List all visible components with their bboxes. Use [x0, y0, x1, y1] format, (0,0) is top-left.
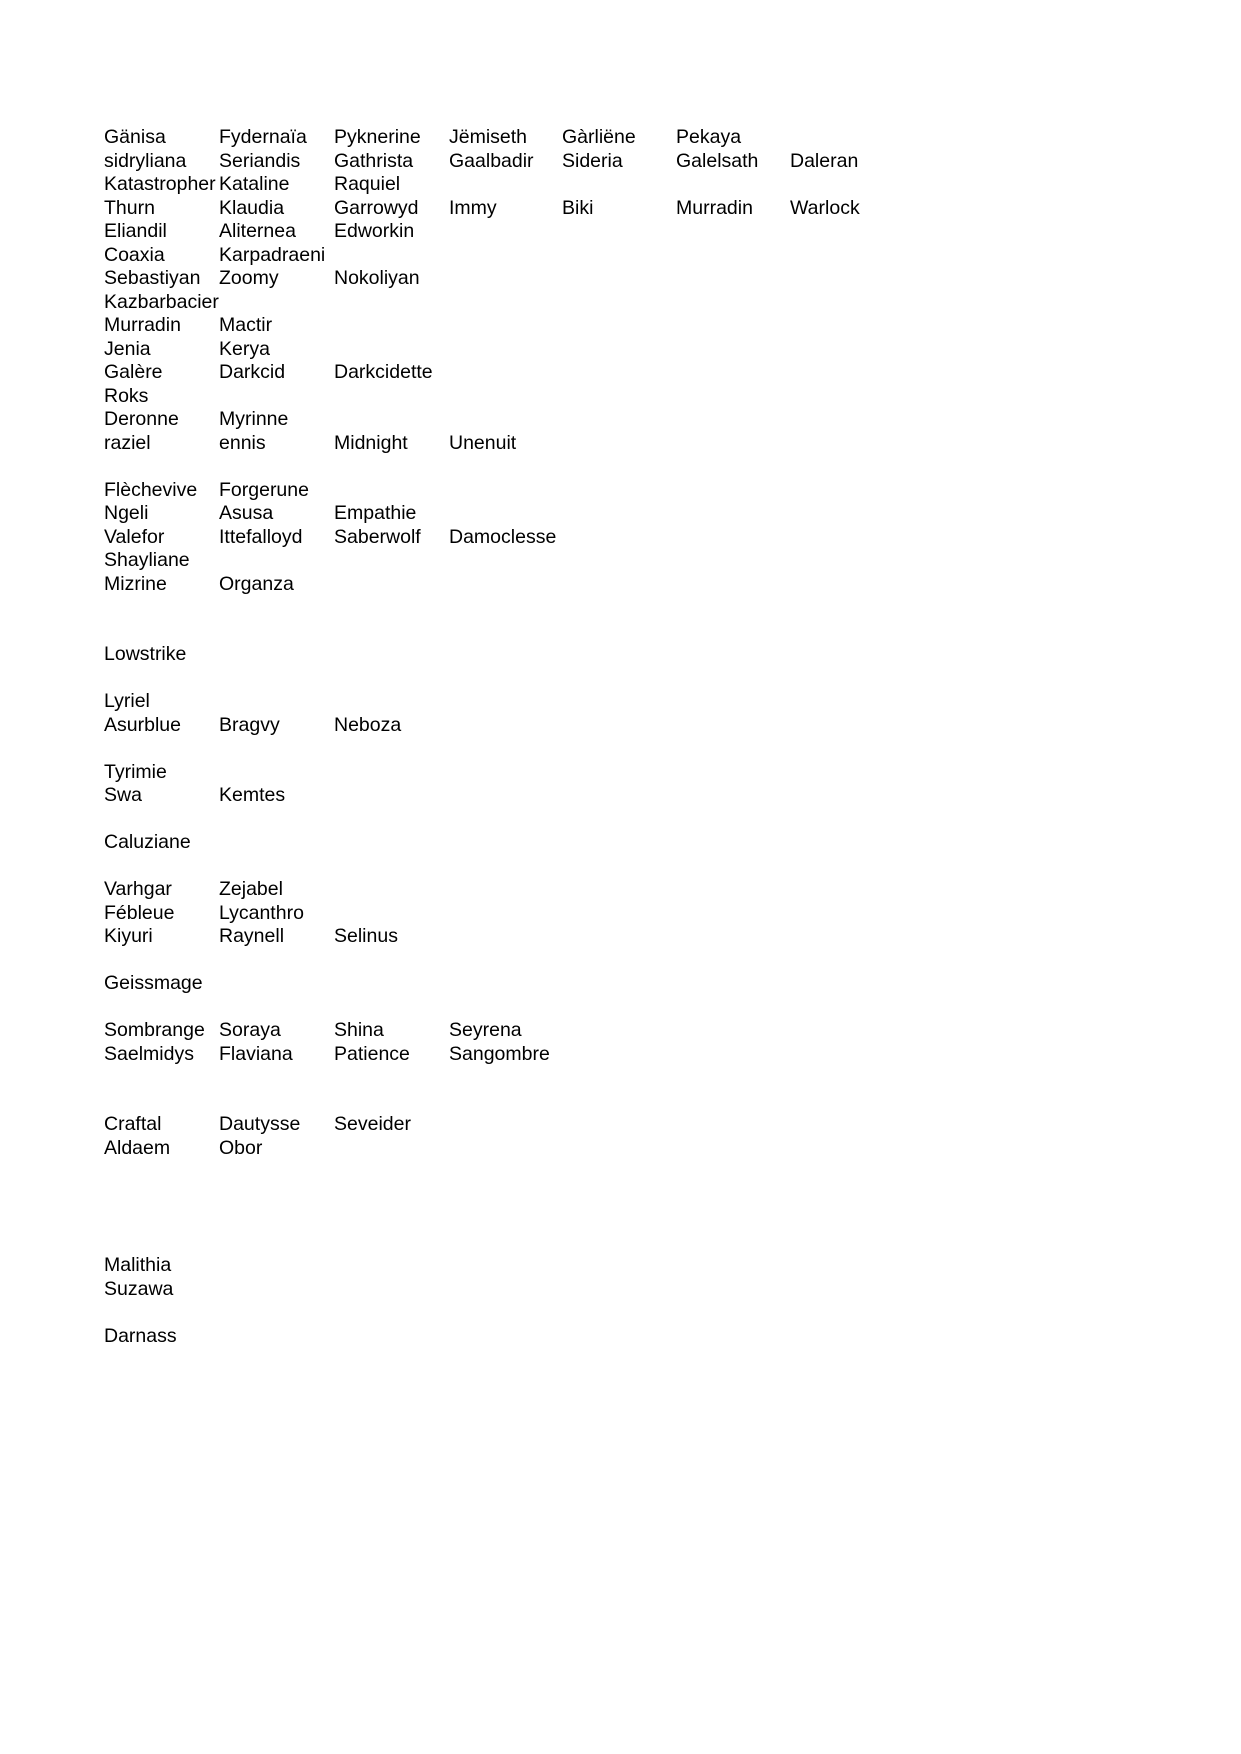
text-line — [104, 408, 1144, 432]
name-entry: Asusa — [219, 502, 274, 524]
name-entry: Seriandis — [219, 149, 301, 172]
text-line — [104, 690, 1144, 714]
name-entry: Sangombre — [449, 1042, 550, 1065]
name-entry: Damoclesse — [449, 525, 557, 548]
text-line — [104, 173, 1144, 197]
name-entry: ennis — [219, 431, 266, 454]
name-entry: Kataline — [219, 173, 290, 195]
name-entry: Obor — [219, 1136, 263, 1159]
name-entry: Roks — [104, 384, 149, 407]
name-entry: Shayliane — [104, 549, 190, 571]
name-entry: Soraya — [219, 1019, 281, 1041]
text-line — [104, 878, 1144, 902]
name-entry: Lowstrike — [104, 643, 187, 665]
name-entry: Thurn — [104, 196, 155, 219]
blank-line — [104, 808, 1144, 832]
name-entry: Saelmidys — [104, 1042, 194, 1065]
text-line — [104, 197, 1144, 221]
name-entry: Tyrimie — [104, 760, 167, 783]
name-entry: Dautysse — [219, 1113, 301, 1135]
name-entry: Suzawa — [104, 1277, 174, 1300]
name-entry: Immy — [449, 196, 497, 219]
name-entry: Swa — [104, 784, 142, 806]
text-line — [104, 432, 1144, 456]
text-line — [104, 502, 1144, 526]
name-entry: Darnass — [104, 1324, 177, 1347]
name-entry: Raynell — [219, 925, 285, 947]
name-entry: Karpadraeni — [219, 243, 326, 266]
name-entry: Fébleue — [104, 901, 175, 924]
name-entry: sidryliana — [104, 149, 187, 172]
text-line — [104, 831, 1144, 855]
name-entry: Mactir — [219, 314, 273, 336]
name-entry: Sebastiyan — [104, 267, 201, 289]
name-entry: Jenia — [104, 337, 151, 360]
name-entry: Coaxia — [104, 243, 165, 266]
text-line — [104, 479, 1144, 503]
name-entry: Kazbarbacier — [104, 290, 219, 313]
name-entry: Edworkin — [334, 220, 415, 242]
blank-line — [104, 1301, 1144, 1325]
blank-line — [104, 455, 1144, 479]
name-entry: Garrowyd — [334, 196, 419, 219]
name-entry: Flaviana — [219, 1042, 293, 1065]
name-entry: Warlock — [790, 196, 860, 219]
name-entry: Murradin — [104, 314, 181, 336]
text-line — [104, 385, 1144, 409]
name-entry: Galère — [104, 361, 163, 383]
name-entry: Valefor — [104, 525, 165, 548]
name-entry: Biki — [562, 196, 594, 219]
text-line — [104, 1137, 1144, 1161]
blank-line — [104, 1207, 1144, 1231]
name-entry: Neboza — [334, 713, 402, 736]
name-entry: Empathie — [334, 502, 417, 524]
document-text-body — [104, 126, 1144, 1348]
name-entry: Fydernaïa — [219, 126, 307, 148]
name-entry: Kiyuri — [104, 925, 153, 947]
text-line — [104, 1043, 1144, 1067]
blank-line — [104, 949, 1144, 973]
name-entry: Lycanthro — [219, 901, 304, 924]
blank-line — [104, 596, 1144, 620]
blank-line — [104, 1231, 1144, 1255]
name-entry: Malithia — [104, 1254, 172, 1276]
blank-line — [104, 1090, 1144, 1114]
text-line — [104, 902, 1144, 926]
name-entry: Mizrine — [104, 572, 167, 595]
name-entry: Gaalbadir — [449, 149, 534, 172]
name-entry: Klaudia — [219, 196, 285, 219]
blank-line — [104, 620, 1144, 644]
name-entry: Myrinne — [219, 408, 289, 430]
name-entry: Deronne — [104, 408, 179, 430]
name-entry: Zejabel — [219, 878, 283, 900]
name-entry: Unenuit — [449, 431, 517, 454]
name-entry: Ngeli — [104, 502, 149, 524]
name-entry: Galelsath — [676, 149, 759, 172]
text-line — [104, 1254, 1144, 1278]
text-line — [104, 784, 1144, 808]
name-entry: Eliandil — [104, 220, 167, 242]
blank-line — [104, 1184, 1144, 1208]
text-line — [104, 925, 1144, 949]
name-entry: Saberwolf — [334, 525, 421, 548]
name-entry: Pyknerine — [334, 126, 421, 148]
text-line — [104, 1019, 1144, 1043]
text-line — [104, 643, 1144, 667]
name-entry: Geissmage — [104, 972, 203, 994]
text-line — [104, 549, 1144, 573]
text-line — [104, 338, 1144, 362]
text-line — [104, 761, 1144, 785]
text-line — [104, 1113, 1144, 1137]
name-entry: Patience — [334, 1042, 410, 1065]
text-line — [104, 126, 1144, 150]
text-line — [104, 220, 1144, 244]
name-entry: Katastropher — [104, 173, 216, 195]
name-entry: Aldaem — [104, 1136, 171, 1159]
blank-line — [104, 1066, 1144, 1090]
text-line — [104, 361, 1144, 385]
text-line — [104, 1278, 1144, 1302]
name-entry: Asurblue — [104, 713, 181, 736]
name-entry: Pekaya — [676, 126, 742, 148]
name-entry: Ittefalloyd — [219, 525, 303, 548]
name-entry: Kerya — [219, 337, 270, 360]
name-entry: Zoomy — [219, 267, 279, 289]
name-entry: Lyriel — [104, 690, 150, 712]
name-entry: Nokoliyan — [334, 267, 420, 289]
name-entry: Varhgar — [104, 878, 172, 900]
text-line — [104, 291, 1144, 315]
text-line — [104, 267, 1144, 291]
name-entry: Daleran — [790, 149, 859, 172]
text-line — [104, 526, 1144, 550]
text-line — [104, 150, 1144, 174]
name-entry: raziel — [104, 431, 151, 454]
name-entry: Darkcid — [219, 361, 286, 383]
name-entry: Craftal — [104, 1113, 162, 1135]
name-entry: Organza — [219, 572, 294, 595]
name-entry: Flèchevive — [104, 478, 198, 501]
name-entry: Midnight — [334, 431, 408, 454]
blank-line — [104, 855, 1144, 879]
name-entry: Seyrena — [449, 1019, 522, 1041]
text-line — [104, 714, 1144, 738]
blank-line — [104, 996, 1144, 1020]
name-entry: Darkcidette — [334, 361, 433, 383]
name-entry: Bragvy — [219, 713, 280, 736]
name-entry: Caluziane — [104, 831, 191, 853]
name-entry: Seveider — [334, 1113, 411, 1135]
name-entry: Murradin — [676, 196, 753, 219]
name-entry: Kemtes — [219, 784, 286, 806]
name-entry: Sombrange — [104, 1019, 205, 1041]
blank-line — [104, 1160, 1144, 1184]
name-entry: Sideria — [562, 149, 623, 172]
blank-line — [104, 667, 1144, 691]
text-line — [104, 314, 1144, 338]
name-entry: Shina — [334, 1019, 384, 1041]
name-entry: Aliternea — [219, 220, 296, 242]
text-line — [104, 1325, 1144, 1349]
name-entry: Selinus — [334, 925, 398, 947]
name-entry: Gänisa — [104, 126, 166, 148]
name-entry: Forgerune — [219, 478, 309, 501]
text-line — [104, 244, 1144, 268]
name-entry: Gathrista — [334, 149, 414, 172]
name-entry: Gàrliëne — [562, 126, 636, 148]
text-line — [104, 573, 1144, 597]
name-entry: Raquiel — [334, 173, 401, 195]
blank-line — [104, 737, 1144, 761]
text-line — [104, 972, 1144, 996]
name-entry: Jëmiseth — [449, 126, 528, 148]
